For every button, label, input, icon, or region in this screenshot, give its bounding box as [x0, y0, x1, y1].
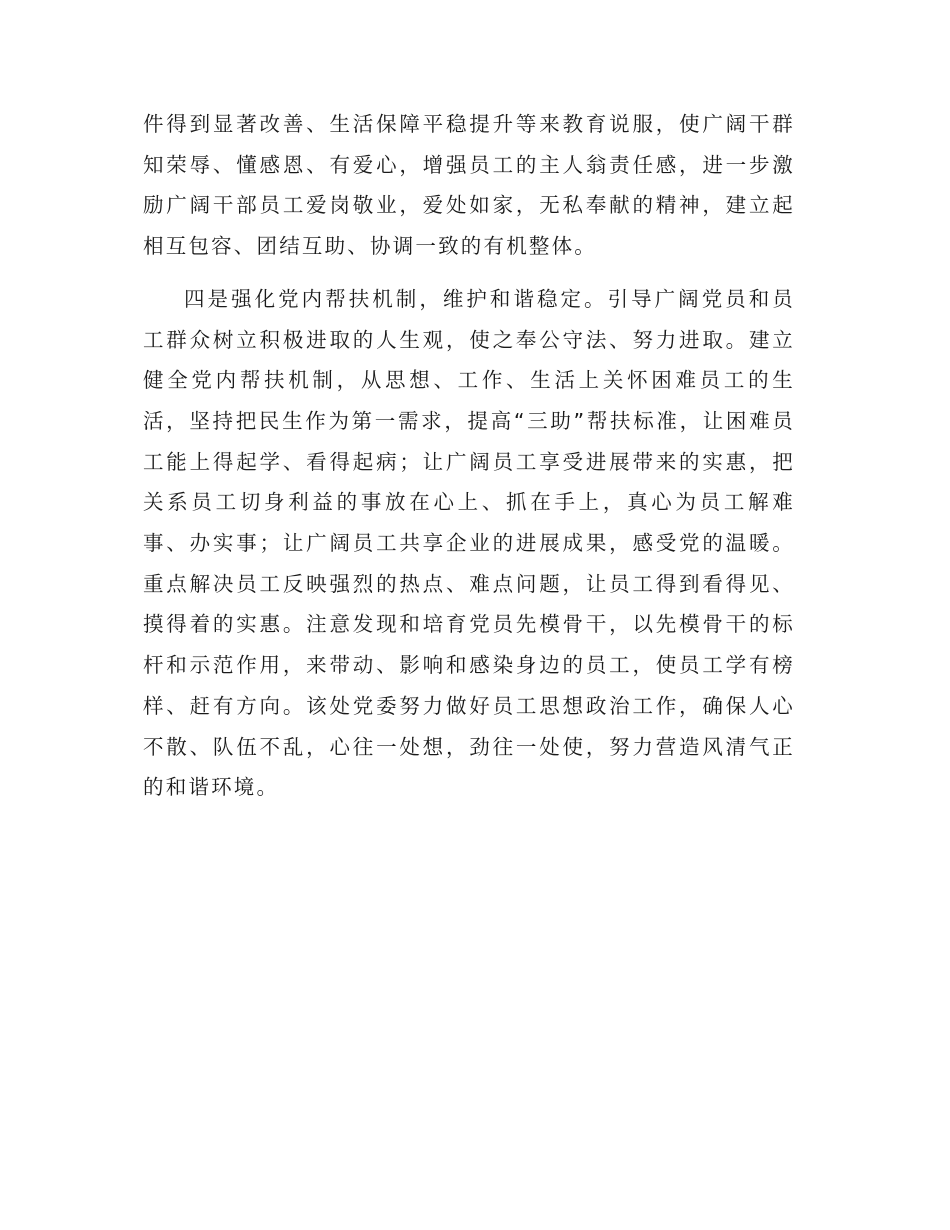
paragraph-continued: 件得到显著改善、生活保障平稳提升等来教育说服，使广阔干群知荣辱、懂感恩、有爱心，增强员工的主人翁责任感，进一步激励广阔干部员工爱岗敬业，爱处如家，无私奉献的精神，建立起相互包容、团结互助、协调一致的有机整体。	[143, 112, 795, 259]
paragraph-four: 四是强化党内帮扶机制，维护和谐稳定。引导广阔党员和员工群众树立积极进取的人生观，使之奉公守法、努力进取。建立健全党内帮扶机制，从思想、工作、生活上关怀困难员工的生活，坚持把民生作为第一需求，提高“三助”帮扶标准，让困难员工能上得起学、看得起病；让广阔员工享受进展带来的实惠，把关系员工切身利益的事放在心上、抓在手上，真心为员工解难事、办实事；让广阔员工共享企业的进展成果，感受党的温暖。重点解决员工反映强烈的热点、难点问题，让员工得到看得见、摸得着的实惠。注意发现和培育党员先模骨干，以先模骨干的标杆和示范作用，来带动、影响和感染身边的员工，使员工学有榜样、赶有方向。该处党委努力做好员工思想政治工作，确保人心不散、队伍不乱，心往一处想，劲往一处使，努力营造风清气正的和谐环境。	[143, 286, 795, 800]
document-body	[143, 104, 795, 808]
